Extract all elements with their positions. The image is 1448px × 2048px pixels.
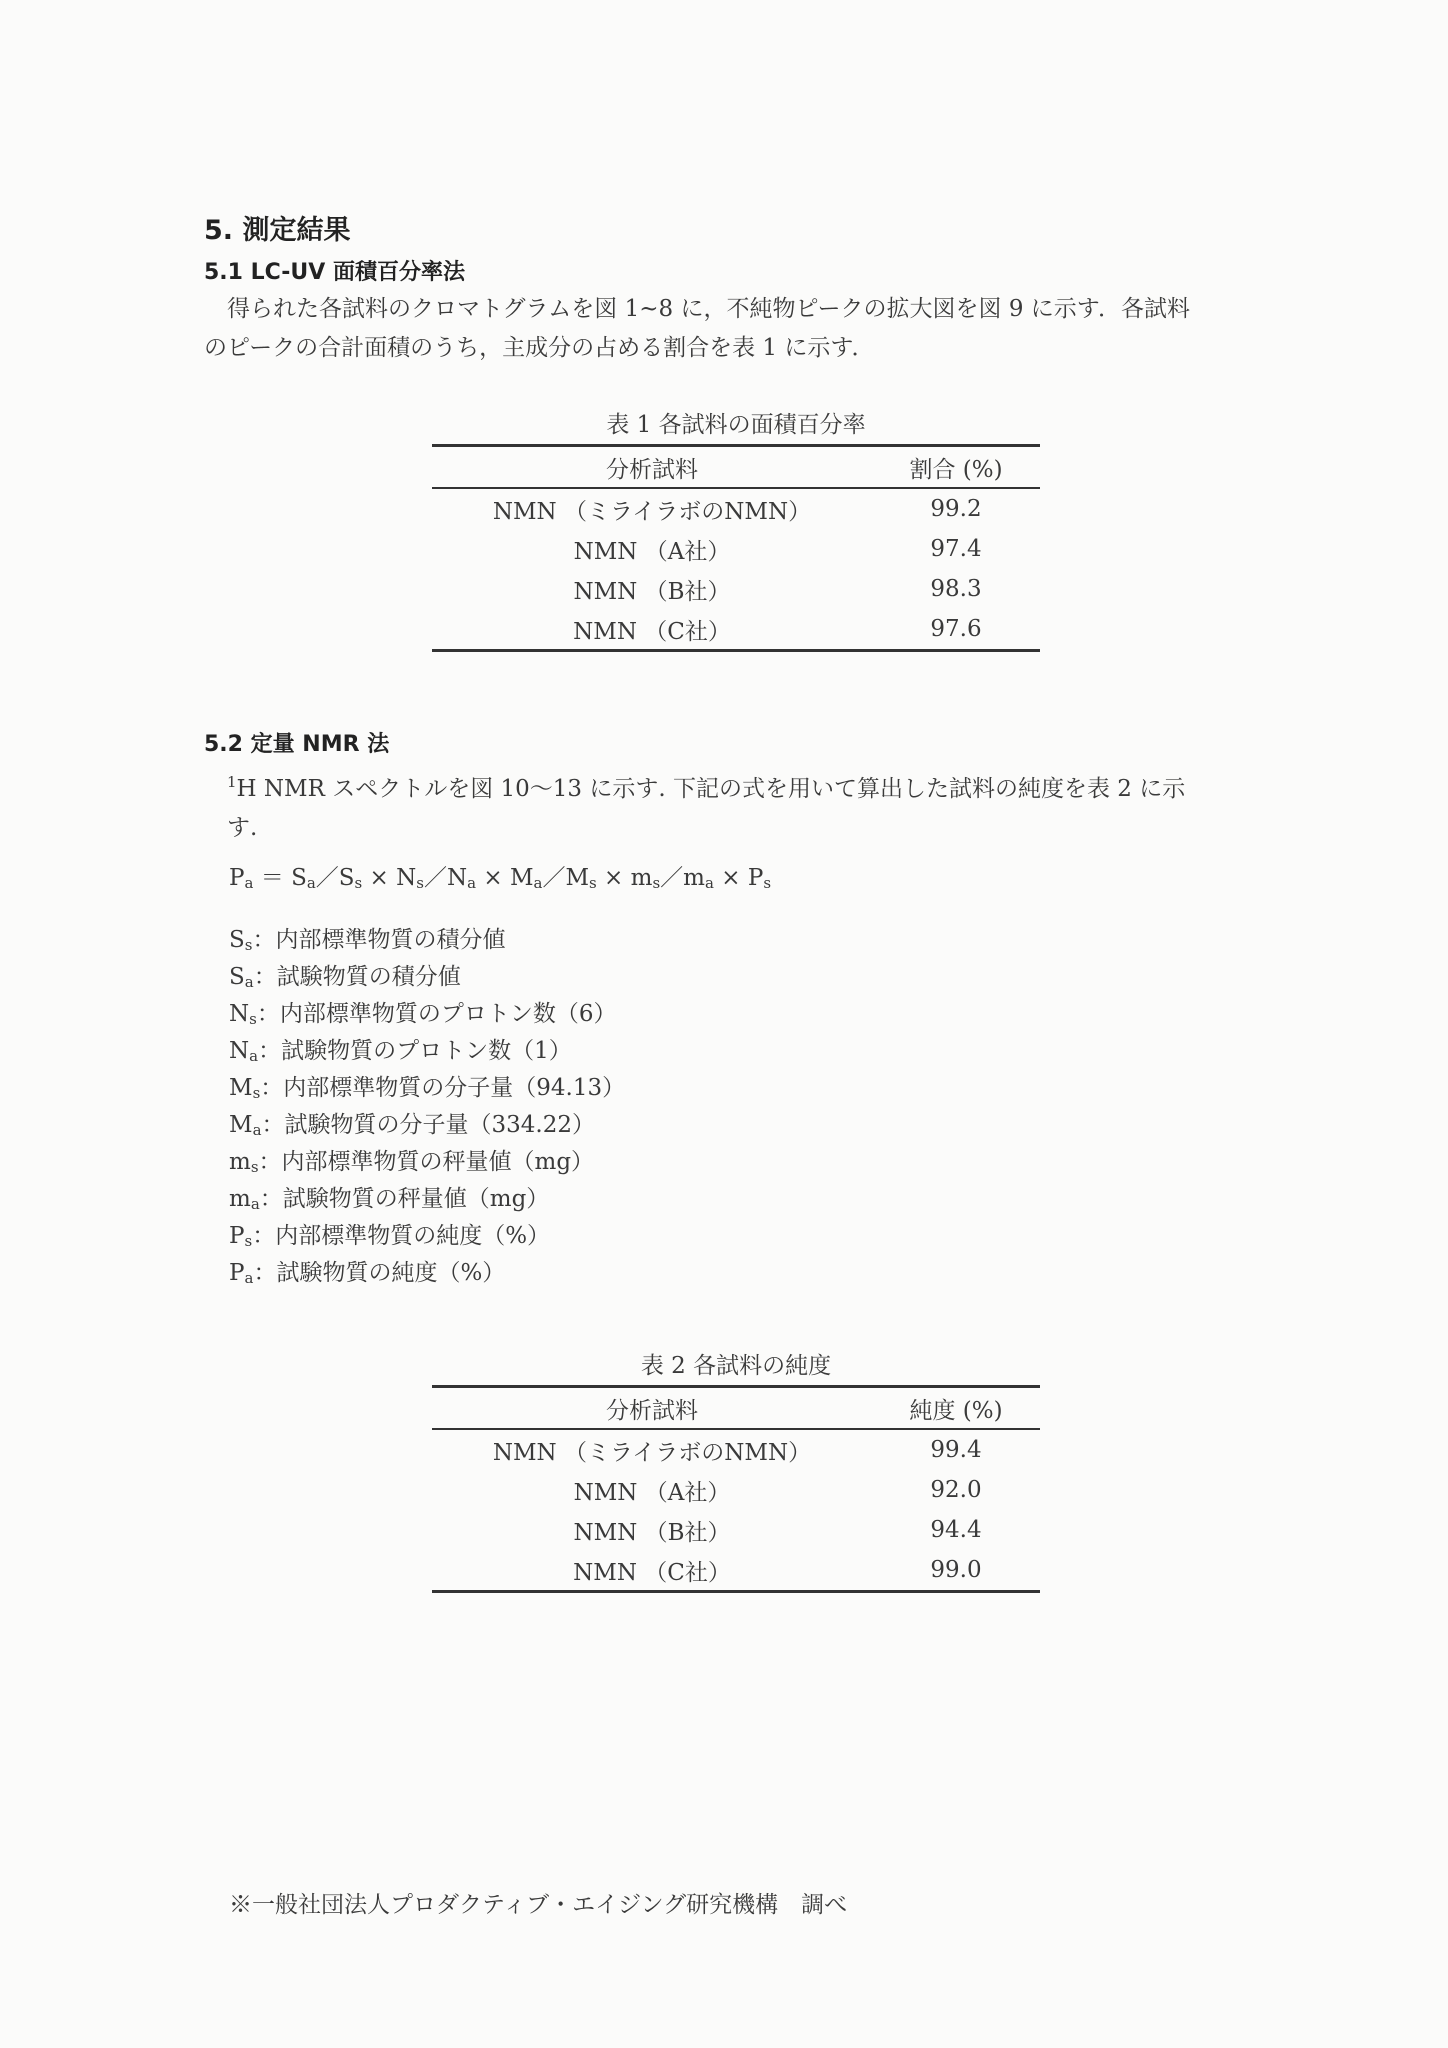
formula-symbol: M xyxy=(565,865,590,891)
formula-operator: × xyxy=(713,865,748,891)
list-item xyxy=(229,1181,625,1218)
definition-text: ：内部標準物質のプロトン数（6） xyxy=(256,1001,617,1027)
formula-symbol: m xyxy=(683,865,705,891)
definition-symbol: P xyxy=(229,1223,245,1249)
table2-cell-sample: NMN （ミライラボのNMN） xyxy=(492,1439,812,1466)
formula-subscript: a xyxy=(306,874,316,892)
section-title: 5. 測定結果 xyxy=(204,215,351,246)
table2-cell-value: 99.4 xyxy=(930,1437,982,1463)
definition-text: ：試験物質の純度（%） xyxy=(253,1260,506,1286)
table2-cell-value: 94.4 xyxy=(930,1517,982,1543)
table1-cell-value: 97.6 xyxy=(872,609,1040,651)
definition-symbol: M xyxy=(229,1112,253,1138)
footer-note: ※一般社団法人プロダクティブ・エイジング研究機構 調べ xyxy=(229,1892,848,1918)
table2-purity xyxy=(432,1385,1040,1593)
table2-caption: 表 2 各試料の純度 xyxy=(640,1353,832,1379)
formula-symbol: N xyxy=(396,865,417,891)
definition-subscript: s xyxy=(252,1084,261,1102)
formula-operator: × xyxy=(362,865,397,891)
formula-subscript: a xyxy=(704,874,714,892)
list-item xyxy=(229,959,625,996)
table1-header-ratio: 割合 (%) xyxy=(872,446,1040,489)
definition-text: ：内部標準物質の分子量（94.13） xyxy=(260,1075,626,1101)
purity-formula xyxy=(229,859,771,892)
formula-subscript: s xyxy=(416,874,424,892)
table-row xyxy=(432,1429,1040,1470)
formula-operator: ／ xyxy=(660,865,684,891)
definition-subscript: s xyxy=(244,1232,253,1250)
formula-symbol: N xyxy=(446,865,468,891)
table2-header-sample: 分析試料 xyxy=(432,1387,872,1430)
table-row xyxy=(432,529,1040,569)
table1-cell-sample: NMN （A社） xyxy=(573,538,731,565)
definition-subscript: s xyxy=(244,936,253,954)
list-item xyxy=(229,922,625,959)
formula-subscript: s xyxy=(354,874,363,892)
table1-cell-value: 97.4 xyxy=(930,536,982,562)
list-item xyxy=(229,1144,625,1181)
qnmr-paragraph xyxy=(204,763,1284,848)
definition-symbol: m xyxy=(229,1149,251,1175)
table-row xyxy=(432,1510,1040,1550)
list-item xyxy=(229,1218,625,1255)
definition-symbol: M xyxy=(229,1075,253,1101)
definition-subscript: s xyxy=(250,1158,259,1176)
definition-symbol: S xyxy=(229,964,245,990)
formula-subscript: a xyxy=(467,874,477,892)
list-item xyxy=(229,1107,625,1144)
table1-cell-value: 99.2 xyxy=(930,496,982,522)
list-item xyxy=(229,1033,625,1070)
definition-text: ：試験物質の積分値 xyxy=(253,964,461,990)
formula-symbol: S xyxy=(291,865,307,891)
formula-subscript: s xyxy=(589,874,597,892)
subsection-title-lcuv: 5.1 LC-UV 面積百分率法 xyxy=(204,260,465,285)
lcuv-paragraph xyxy=(204,290,1284,368)
definition-symbol: P xyxy=(229,1260,245,1286)
definition-text: ：試験物質の分子量（334.22） xyxy=(261,1112,595,1138)
subsection-title-qnmr: 5.2 定量 NMR 法 xyxy=(204,732,390,757)
definition-symbol: N xyxy=(229,1001,250,1027)
definition-subscript: a xyxy=(244,973,254,991)
table2-cell-value: 92.0 xyxy=(930,1477,982,1503)
qnmr-paragraph-line-2: す. xyxy=(227,815,258,841)
formula-lhs: P xyxy=(229,865,245,891)
qnmr-paragraph-line-1-text: H NMR スペクトルを図 10〜13 に示す. 下記の式を用いて算出した試料の純度を表 2 に示 xyxy=(236,776,1186,802)
formula-operator: ／ xyxy=(315,865,339,891)
definition-text: ：内部標準物質の純度（%） xyxy=(252,1223,551,1249)
table2-header-purity: 純度 (%) xyxy=(872,1387,1040,1430)
formula-operator: × xyxy=(596,865,631,891)
formula-equals: ＝ xyxy=(253,865,292,891)
table1-area-percentage xyxy=(432,444,1040,652)
table-row xyxy=(432,488,1040,529)
formula-symbol: P xyxy=(747,865,764,891)
formula-subscript: s xyxy=(652,874,661,892)
qnmr-paragraph-line-1 xyxy=(204,763,1284,809)
definition-subscript: a xyxy=(244,1269,254,1287)
formula-symbol: M xyxy=(509,865,534,891)
list-item xyxy=(229,1255,625,1292)
table-row xyxy=(432,569,1040,609)
table1-cell-sample: NMN （B社） xyxy=(573,578,731,605)
definition-text: ：内部標準物質の秤量値（mg） xyxy=(258,1149,595,1175)
definition-text: ：試験物質の秤量値（mg） xyxy=(259,1186,550,1212)
table1-cell-sample: NMN （C社） xyxy=(432,609,872,651)
definition-symbol: N xyxy=(229,1038,250,1064)
definition-symbol: S xyxy=(229,927,245,953)
table2-cell-sample: NMN （A社） xyxy=(573,1479,731,1506)
table-row xyxy=(432,1550,1040,1592)
formula-operator: ／ xyxy=(423,865,447,891)
superscript-one: 1 xyxy=(227,773,237,791)
table2-header-row xyxy=(432,1387,1040,1430)
symbol-definitions xyxy=(229,922,625,1292)
formula-lhs-sub: a xyxy=(244,874,254,892)
table2-cell-sample: NMN （C社） xyxy=(432,1550,872,1592)
definition-subscript: a xyxy=(252,1121,262,1139)
table2-cell-sample: NMN （B社） xyxy=(573,1519,731,1546)
definition-text: ：試験物質のプロトン数（1） xyxy=(258,1038,572,1064)
formula-subscript: s xyxy=(763,874,772,892)
formula-operator: ／ xyxy=(542,865,566,891)
definition-subscript: a xyxy=(249,1047,259,1065)
formula-terms xyxy=(291,865,771,891)
table2-cell-value: 99.0 xyxy=(872,1550,1040,1592)
definition-text: ：内部標準物質の積分値 xyxy=(252,927,506,953)
table1-cell-value: 98.3 xyxy=(930,576,982,602)
table1-header-row xyxy=(432,446,1040,489)
table1-cell-sample: NMN （ミライラボのNMN） xyxy=(492,498,812,525)
table-row xyxy=(432,609,1040,651)
formula-subscript: a xyxy=(533,874,543,892)
list-item xyxy=(229,996,625,1033)
list-item xyxy=(229,1070,625,1107)
lcuv-paragraph-line-2: のピークの合計面積のうち，主成分の占める割合を表 1 に示す． xyxy=(204,335,875,361)
definition-subscript: s xyxy=(249,1010,257,1028)
formula-symbol: m xyxy=(630,865,653,891)
lcuv-paragraph-line-1: 得られた各試料のクロマトグラムを図 1~8 に，不純物ピークの拡大図を図 9 に示す．各試料 xyxy=(227,296,1190,322)
formula-symbol: S xyxy=(338,865,355,891)
definition-subscript: a xyxy=(250,1195,260,1213)
table1-caption: 表 1 各試料の面積百分率 xyxy=(606,412,866,438)
table-row xyxy=(432,1470,1040,1510)
table1-header-sample: 分析試料 xyxy=(432,446,872,489)
formula-operator: × xyxy=(476,865,510,891)
definition-symbol: m xyxy=(229,1186,251,1212)
